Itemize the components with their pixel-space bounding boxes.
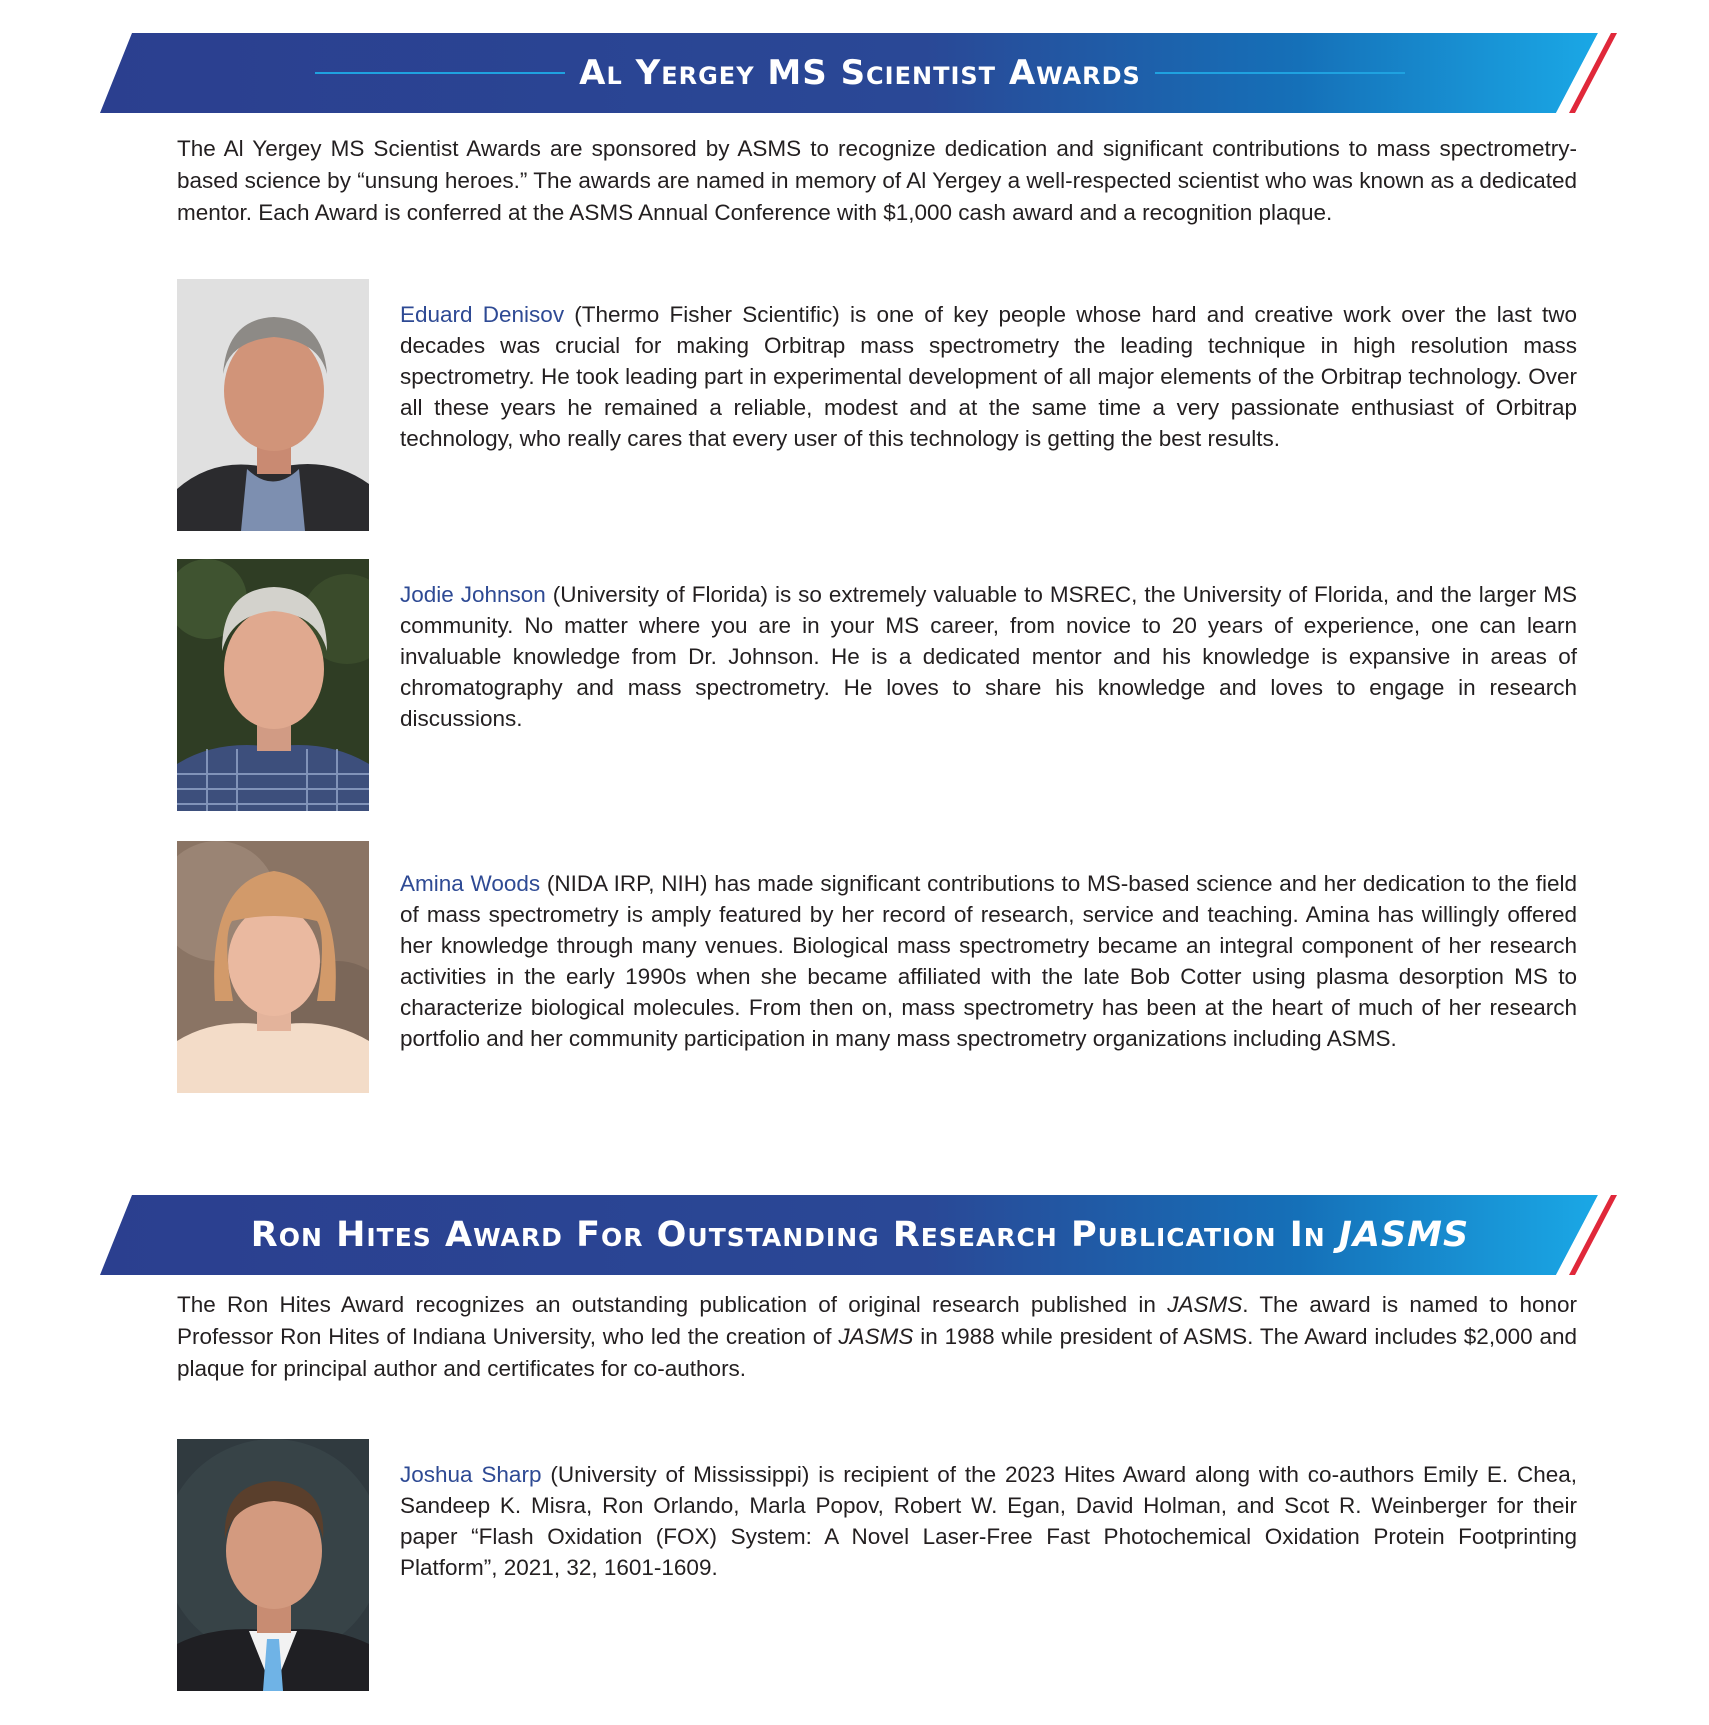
section-intro: The Al Yergey MS Scientist Awards are sponsored by ASMS to recognize dedication and significant contributions to mass spectrometry-based science by “unsung heroes.” The awards are named in memory of Al Yergey a well-respected scientist who was known as a dedicated mentor. Each Award is conferred at the ASMS Annual Conference with $1,000 cash award and a recognition plaque. xyxy=(177,136,1577,225)
awardee-name: Joshua Sharp xyxy=(400,1462,542,1487)
intro-text: The Ron Hites Award recognizes an outstanding publication of original research published in xyxy=(177,1292,1168,1317)
title-rule-left xyxy=(315,72,565,74)
awardee-bio xyxy=(400,868,1577,1054)
awardee-description: (Thermo Fisher Scientific) is one of key people whose hard and creative work over the last two decades was crucial for making Orbitrap mass spectrometry the leading technique in high resolution mass spectrometry. He took leading part in experimental development of all major elements of the Orbitrap technology. Over all these years he remained a reliable, modest and at the same time a very passionate enthusiast of Orbitrap technology, who really cares that every user of this technology is getting the best results. xyxy=(400,302,1578,451)
awardee-description: (NIDA IRP, NIH) has made significant contributions to MS-based science and her dedication to the field of mass spectrometry is amply featured by her record of research, service and teaching. Amina has willingly offered her knowledge through many venues. Biological mass spectrometry became an integral component of her research activities in the early 1990s when she became affiliated with the late Bob Cotter using plasma desorption MS to characterize biological molecules. From then on, mass spectrometry has been at the heart of much of her research portfolio and her community participation in many mass spectrometry organizations including ASMS. xyxy=(400,871,1577,1051)
awardee-bio xyxy=(400,579,1577,734)
intro-jasms: JASMS xyxy=(1167,1292,1243,1317)
section-title: Al Yergey MS Scientist Awards xyxy=(579,53,1141,93)
awardee-name: Jodie Johnson xyxy=(400,582,546,607)
awardee-description: (University of Florida) is so extremely valuable to MSREC, the University of Florida, and the larger MS community. No matter where you are in your MS career, from novice to 20 years of experience, one can learn invaluable knowledge from Dr. Johnson. He is a dedicated mentor and his knowledge is expansive in areas of chromatography and mass spectrometry. He loves to share his knowledge and loves to engage in research discussions. xyxy=(400,582,1577,731)
awardee-name: Amina Woods xyxy=(400,871,541,896)
title-rule-right xyxy=(1155,72,1405,74)
section-intro xyxy=(177,1289,1577,1385)
awardee-photo xyxy=(177,1439,369,1691)
intro-text: in 1988 while president of ASMS. The Award includes $2,000 and plaque for principal author and certificates for co-authors. xyxy=(177,1324,1577,1381)
section-title: Ron Hites Award For Outstanding Research Publication In xyxy=(250,1215,1326,1255)
intro-text: . The award is named to honor Professor Ron Hites of Indiana University, who led the creation of xyxy=(177,1292,1577,1349)
awardee-description: (University of Mississippi) is recipient of the 2023 Hites Award along with co-authors Emily E. Chea, Sandeep K. Misra, Ron Orlando, Marla Popov, Robert W. Egan, David Holman, and Scot R. Weinberger for their paper “Flash Oxidation (FOX) System: A Novel Laser-Free Fast Photochemical Oxidation Protein Footprinting Platform”, 2021, 32, 1601-1609. xyxy=(400,1462,1577,1580)
awardee-bio xyxy=(400,299,1577,454)
awardee-photo xyxy=(177,841,369,1093)
section-banner-yergey xyxy=(100,33,1620,113)
awardee-name: Eduard Denisov xyxy=(400,302,565,327)
awardee-bio xyxy=(400,1459,1577,1583)
awardee-photo xyxy=(177,279,369,531)
section-banner-hites xyxy=(100,1195,1620,1275)
section-title-jasms: JASMS xyxy=(1338,1215,1470,1255)
awardee-photo xyxy=(177,559,369,811)
intro-jasms: JASMS xyxy=(838,1324,914,1349)
